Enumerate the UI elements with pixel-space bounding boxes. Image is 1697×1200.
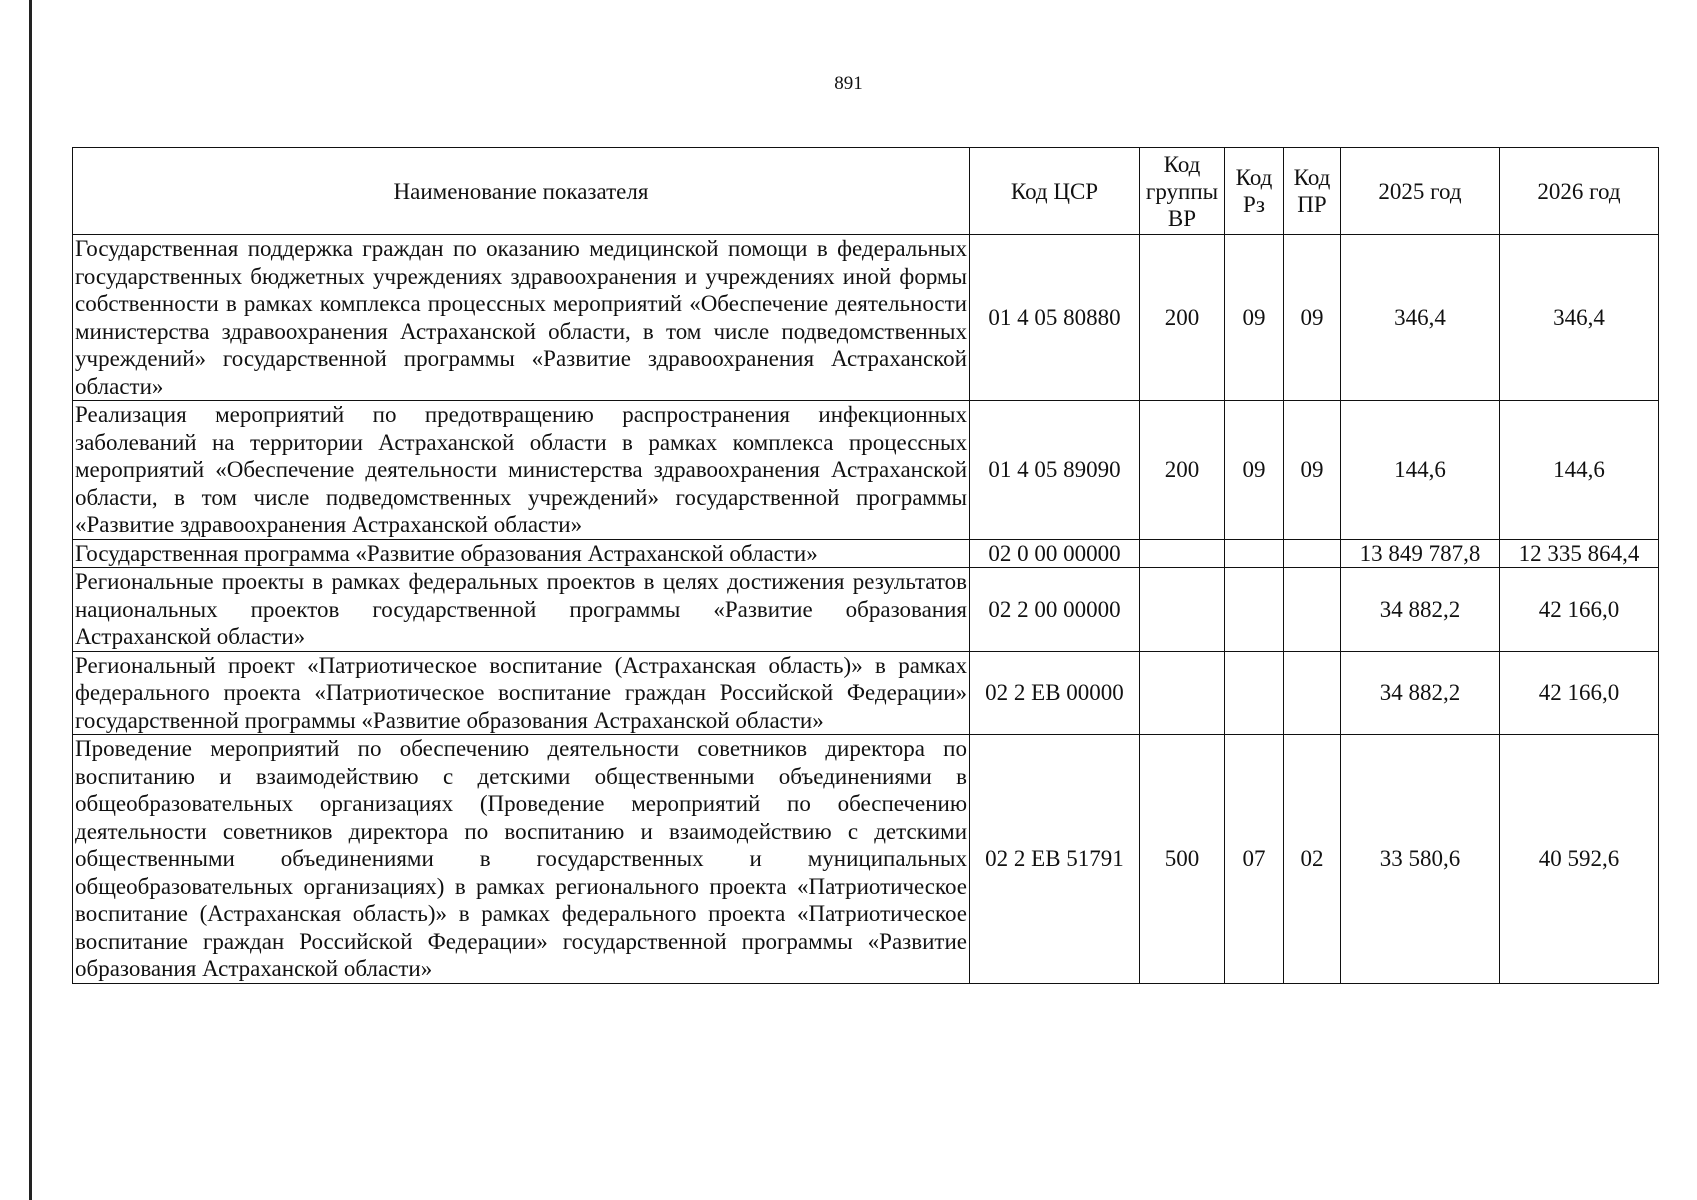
header-2026: 2026 год — [1500, 148, 1659, 235]
row-name: Региональные проекты в рамках федеральных проектов в целях достижения результатов национальных проектов государственной программы «Развитие образования Астраханской области» — [73, 568, 970, 652]
budget-table — [72, 147, 1659, 984]
row-name: Реализация мероприятий по предотвращению распространения инфекционных заболеваний на территории Астраханской области в рамках комплекса процессных мероприятий «Обеспечение деятельности министерства здравоохранения Астраханской области, в том числе подведомственных учреждений» государственной программы «Развитие здравоохранения Астраханской области» — [73, 401, 970, 540]
row-vr — [1140, 568, 1225, 652]
row-pr: 09 — [1284, 401, 1341, 540]
row-pr — [1284, 539, 1341, 568]
row-2025: 346,4 — [1341, 235, 1500, 401]
row-csr: 02 0 00 00000 — [970, 539, 1140, 568]
row-rz — [1225, 539, 1284, 568]
row-rz: 09 — [1225, 235, 1284, 401]
row-2025: 144,6 — [1341, 401, 1500, 540]
header-pr: Код ПР — [1284, 148, 1341, 235]
row-2026: 12 335 864,4 — [1500, 539, 1659, 568]
row-name: Государственная программа «Развитие образования Астраханской области» — [73, 539, 970, 568]
table-row — [73, 539, 1659, 568]
row-rz — [1225, 568, 1284, 652]
row-csr: 02 2 00 00000 — [970, 568, 1140, 652]
row-rz — [1225, 651, 1284, 735]
row-rz: 09 — [1225, 401, 1284, 540]
row-2025: 34 882,2 — [1341, 568, 1500, 652]
row-2026: 42 166,0 — [1500, 651, 1659, 735]
row-2026: 40 592,6 — [1500, 735, 1659, 984]
header-vr: Код группы ВР — [1140, 148, 1225, 235]
row-rz: 07 — [1225, 735, 1284, 984]
row-2025: 33 580,6 — [1341, 735, 1500, 984]
row-csr: 02 2 ЕВ 00000 — [970, 651, 1140, 735]
row-2026: 42 166,0 — [1500, 568, 1659, 652]
table-header-row — [73, 148, 1659, 235]
table-row — [73, 651, 1659, 735]
row-name: Проведение мероприятий по обеспечению деятельности советников директора по воспитанию и взаимодействию с детскими общественными объединениями в общеобразовательных организациях (Проведение мероприятий по обеспечению деятельности советников директора по воспитанию и взаимодействию с детскими общественными объединениями в государственных и муниципальных общеобразовательных организациях) в рамках регионального проекта «Патриотическое воспитание (Астраханская область)» в рамках федерального проекта «Патриотическое воспитание граждан Российской Федерации» государственной программы «Развитие образования Астраханской области» — [73, 735, 970, 984]
row-2026: 346,4 — [1500, 235, 1659, 401]
table-row — [73, 235, 1659, 401]
row-pr — [1284, 568, 1341, 652]
header-2025: 2025 год — [1341, 148, 1500, 235]
row-vr: 500 — [1140, 735, 1225, 984]
row-2025: 13 849 787,8 — [1341, 539, 1500, 568]
binding-line — [29, 0, 32, 1200]
header-csr: Код ЦСР — [970, 148, 1140, 235]
header-name: Наименование показателя — [73, 148, 970, 235]
row-vr: 200 — [1140, 235, 1225, 401]
row-pr: 09 — [1284, 235, 1341, 401]
row-csr: 01 4 05 89090 — [970, 401, 1140, 540]
row-pr: 02 — [1284, 735, 1341, 984]
row-name: Региональный проект «Патриотическое воспитание (Астраханская область)» в рамках федерального проекта «Патриотическое воспитание граждан Российской Федерации» государственной программы «Развитие образования Астраханской области» — [73, 651, 970, 735]
table-row — [73, 568, 1659, 652]
row-vr — [1140, 539, 1225, 568]
row-vr: 200 — [1140, 401, 1225, 540]
row-pr — [1284, 651, 1341, 735]
row-csr: 01 4 05 80880 — [970, 235, 1140, 401]
table-row — [73, 735, 1659, 984]
row-csr: 02 2 ЕВ 51791 — [970, 735, 1140, 984]
table-row — [73, 401, 1659, 540]
page-number: 891 — [834, 73, 863, 94]
row-vr — [1140, 651, 1225, 735]
header-rz: Код Рз — [1225, 148, 1284, 235]
row-2025: 34 882,2 — [1341, 651, 1500, 735]
row-name: Государственная поддержка граждан по оказанию медицинской помощи в федеральных государственных бюджетных учреждениях здравоохранения и учреждениях иной формы собственности в рамках комплекса процессных мероприятий «Обеспечение деятельности министерства здравоохранения Астраханской области, в том числе подведомственных учреждений» государственной программы «Развитие здравоохранения Астраханской области» — [73, 235, 970, 401]
row-2026: 144,6 — [1500, 401, 1659, 540]
